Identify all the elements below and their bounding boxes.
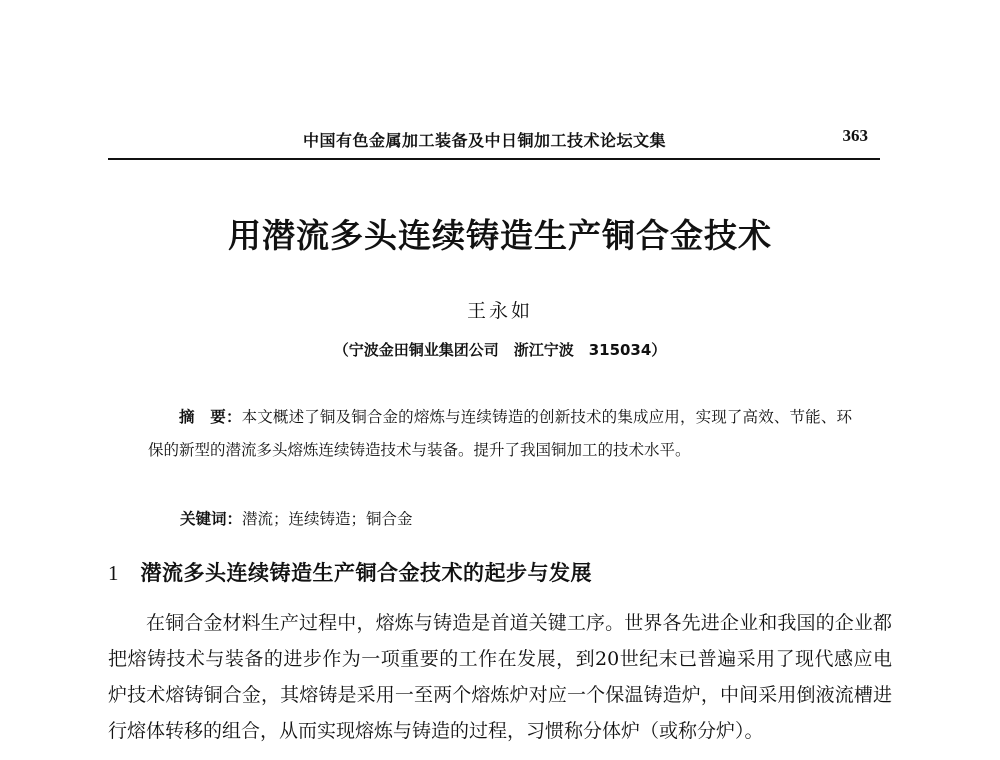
running-header bbox=[108, 122, 878, 156]
abstract-label: 摘 要： bbox=[179, 408, 242, 426]
abstract-text: 本文概述了铜及铜合金的熔炼与连续铸造的创新技术的集成应用，实现了高效、节能、环保的新型的潜流多头熔炼连续铸造技术与装备。提升了我国铜加工的技术水平。 bbox=[148, 408, 852, 459]
journal-name: 中国有色金属加工装备及中日铜加工技术论坛文集 bbox=[303, 131, 667, 150]
keywords-text: 潜流；连续铸造；铜合金 bbox=[242, 510, 413, 528]
section-number: 1 bbox=[108, 561, 119, 585]
keywords-label: 关键词： bbox=[180, 510, 243, 528]
body-paragraph: 在铜合金材料生产过程中，熔炼与铸造是首道关键工序。世界各先进企业和我国的企业都把熔铸技术与装备的进步作为一项重要的工作在发展，到20世纪末已普遍采用了现代感应电炉技术熔铸铜合金，其熔铸是采用一至两个熔炼炉对应一个保温铸造炉，中间采用倒液流槽进行熔体转移的组合，从而实现熔炼与铸造的过程，习惯称分体炉（或称分炉）。 bbox=[108, 612, 892, 742]
page-number: 363 bbox=[842, 126, 868, 145]
section-title: 潜流多头连续铸造生产铜合金技术的起步与发展 bbox=[140, 561, 592, 585]
paper-title: 用潜流多头连续铸造生产铜合金技术 bbox=[228, 216, 772, 255]
section-heading bbox=[108, 557, 888, 587]
abstract bbox=[148, 401, 852, 467]
header-rule bbox=[108, 158, 880, 160]
author-affiliation: （宁波金田铜业集团公司 浙江宁波 315034） bbox=[333, 341, 667, 359]
author-name: 王永如 bbox=[466, 300, 533, 322]
keywords bbox=[180, 507, 860, 529]
